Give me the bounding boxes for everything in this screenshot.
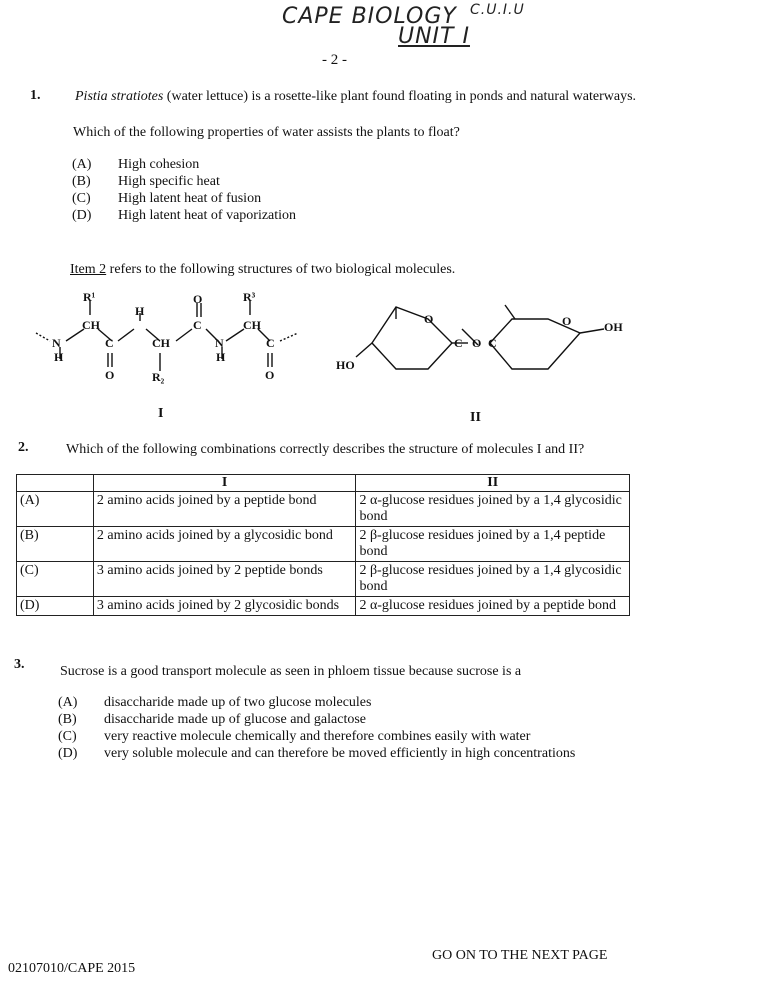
handwritten-title: CAPE BIOLOGY bbox=[282, 4, 457, 29]
o-label-2: O bbox=[193, 292, 203, 306]
row-col-I: 3 amino acids joined by 2 glycosidic bonds bbox=[93, 597, 356, 616]
row-col-I: 3 amino acids joined by 2 peptide bonds bbox=[93, 562, 356, 597]
page-number: - 2 - bbox=[322, 52, 347, 68]
link-o-label: O bbox=[472, 336, 482, 350]
o-label-1: O bbox=[105, 368, 115, 382]
molecule-I-label: I bbox=[158, 406, 164, 421]
answer-table bbox=[16, 474, 630, 616]
option-text: High specific heat bbox=[118, 174, 220, 189]
question-1-stem bbox=[75, 89, 636, 105]
row-col-II: 2 β-glucose residues joined by a 1,4 glycosidic bond bbox=[356, 562, 630, 597]
question-1-number: 1. bbox=[30, 88, 41, 103]
r3-label: R³ bbox=[243, 290, 256, 304]
row-letter: (C) bbox=[17, 562, 94, 597]
option-letter: (D) bbox=[72, 208, 92, 223]
ch-label-1: CH bbox=[82, 318, 100, 332]
r1-label: R¹ bbox=[83, 290, 96, 304]
question-1-option[interactable] bbox=[72, 173, 220, 190]
c-label-1: C bbox=[105, 336, 114, 350]
option-letter: (C) bbox=[58, 729, 77, 744]
option-text: very soluble molecule and can therefore be moved efficiently in high concentrations bbox=[104, 746, 576, 761]
n-label-1: N bbox=[52, 336, 61, 350]
option-text: High latent heat of vaporization bbox=[118, 208, 297, 223]
ring-o-label-1: O bbox=[424, 312, 434, 326]
c-label-3: C bbox=[266, 336, 275, 350]
header-col-I: I bbox=[93, 475, 356, 492]
option-text: disaccharide made up of glucose and galactose bbox=[104, 712, 367, 727]
h-label-1: H bbox=[54, 350, 64, 364]
answer-table-header bbox=[17, 475, 630, 492]
answer-table-row[interactable] bbox=[17, 527, 630, 562]
question-1-prompt: Which of the following properties of water assists the plants to float? bbox=[73, 125, 460, 140]
ring-c-label-1: C bbox=[454, 336, 463, 350]
r2-label: R₂ bbox=[152, 370, 165, 384]
header-col-II: II bbox=[356, 475, 630, 492]
ch-label-2: CH bbox=[152, 336, 170, 350]
question-1-option[interactable] bbox=[72, 207, 296, 224]
item-2-intro bbox=[70, 262, 455, 278]
ring-c-label-2: C bbox=[488, 336, 497, 350]
answer-table-body bbox=[17, 492, 630, 616]
question-3-number: 3. bbox=[14, 657, 25, 672]
option-letter: (C) bbox=[72, 191, 91, 206]
row-col-II: 2 α-glucose residues joined by a 1,4 glycosidic bond bbox=[356, 492, 630, 527]
question-3-option[interactable] bbox=[58, 711, 366, 728]
answer-table-row[interactable] bbox=[17, 562, 630, 597]
species-name: Pistia stratiotes bbox=[75, 89, 164, 104]
handwritten-note: C.U.I.U bbox=[470, 2, 525, 18]
question-1-option[interactable] bbox=[72, 190, 261, 207]
option-text: High cohesion bbox=[118, 157, 200, 172]
ho-label: HO bbox=[336, 358, 355, 372]
option-letter: (B) bbox=[58, 712, 77, 727]
row-letter: (B) bbox=[17, 527, 94, 562]
item-2-intro-text: refers to the following structures of two biological molecules. bbox=[109, 262, 456, 277]
option-letter: (A) bbox=[58, 695, 78, 710]
h-label-3: H bbox=[216, 350, 226, 364]
row-letter: (A) bbox=[17, 492, 94, 527]
oh-label: OH bbox=[604, 320, 623, 334]
row-col-II: 2 β-glucose residues joined by a 1,4 peptide bond bbox=[356, 527, 630, 562]
header-empty-cell bbox=[17, 475, 94, 492]
option-letter: (A) bbox=[72, 157, 92, 172]
o-label-3: O bbox=[265, 368, 275, 382]
question-1-option[interactable] bbox=[72, 156, 199, 173]
question-2-number: 2. bbox=[18, 440, 29, 455]
option-text: very reactive molecule chemically and therefore combines easily with water bbox=[104, 729, 531, 744]
option-text: disaccharide made up of two glucose molecules bbox=[104, 695, 372, 710]
question-3-prompt: Sucrose is a good transport molecule as seen in phloem tissue because sucrose is a bbox=[60, 664, 522, 679]
c-label-2: C bbox=[193, 318, 202, 332]
paper-code: 02107010/CAPE 2015 bbox=[8, 961, 136, 976]
question-3-option[interactable] bbox=[58, 728, 530, 745]
option-letter: (B) bbox=[72, 174, 91, 189]
handwritten-unit: UNIT I bbox=[398, 24, 470, 49]
item-2-label: Item 2 bbox=[70, 262, 107, 277]
answer-table-row[interactable] bbox=[17, 597, 630, 616]
question-1-stem-text: (water lettuce) is a rosette-like plant found floating in ponds and natural waterways. bbox=[166, 89, 637, 104]
row-col-I: 2 amino acids joined by a peptide bond bbox=[93, 492, 356, 527]
option-letter: (D) bbox=[58, 746, 78, 761]
row-col-I: 2 amino acids joined by a glycosidic bond bbox=[93, 527, 356, 562]
question-2-prompt: Which of the following combinations correctly describes the structure of molecules I and II? bbox=[66, 442, 585, 457]
molecule-II-label: II bbox=[470, 410, 481, 425]
question-3-option[interactable] bbox=[58, 694, 371, 711]
ch-label-3: CH bbox=[243, 318, 261, 332]
next-page-note: GO ON TO THE NEXT PAGE bbox=[432, 948, 608, 963]
answer-table-row[interactable] bbox=[17, 492, 630, 527]
n-label-2: N bbox=[215, 336, 224, 350]
row-col-II: 2 α-glucose residues joined by a peptide bond bbox=[356, 597, 630, 616]
h-label-2: H bbox=[135, 304, 145, 318]
molecule-structures bbox=[0, 285, 768, 425]
ring-o-label-2: O bbox=[562, 314, 572, 328]
row-letter: (D) bbox=[17, 597, 94, 616]
option-text: High latent heat of fusion bbox=[118, 191, 262, 206]
question-3-option[interactable] bbox=[58, 745, 575, 762]
